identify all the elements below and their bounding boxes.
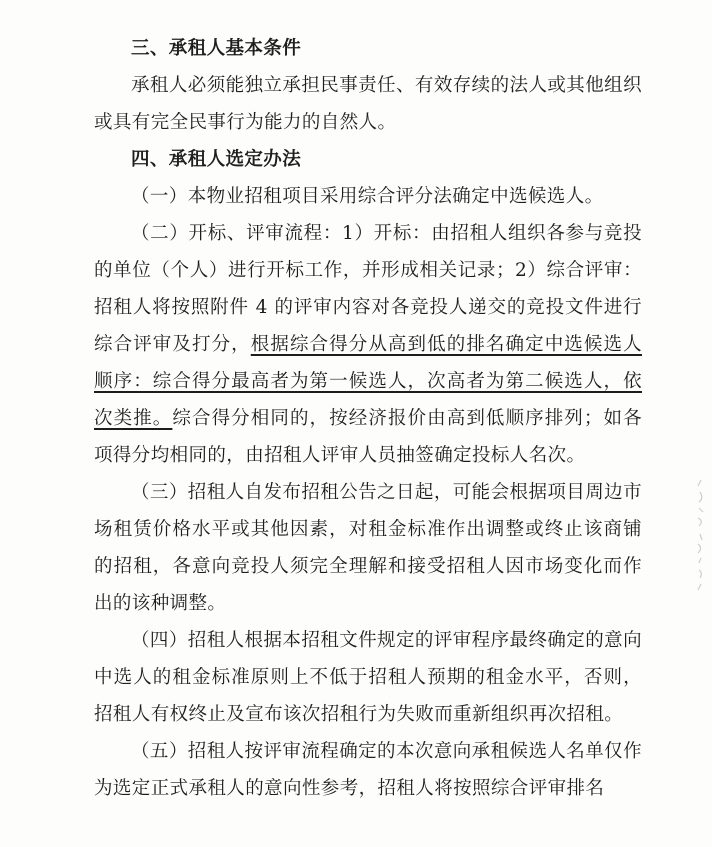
paragraph-item-3: （三）招租人自发布招租公告之日起，可能会根据项目周边市场租赁价格水平或其他因素，对租金标准作出调整或终止该商铺的招租，各意向竞投人须完全理解和接受招租人因市场变化而作出的该种调整。 — [94, 482, 642, 614]
paragraph-item-4: （四）招租人根据本招租文件规定的评审程序最终确定的意向中选人的租金标准原则上不低于招租人预期的租金水平，否则，招租人有权终止及宣布该次招租行为失败而重新组织再次招租。 — [94, 630, 642, 725]
item-2-text-before: （二）开标、评审流程：1）开标：由招租人组织各参与竞投的单位（个人）进行开标工作，并形成相关记录；2）综合评审：招租人将按照附件 4 的评审内容对各竞投人递交的竞投文件进行综合评审及打分， — [94, 223, 642, 355]
document-body — [94, 30, 642, 807]
paragraph-item-5: （五）招租人按评审流程确定的本次意向承租候选人名单仅作为选定正式承租人的意向性参考，招租人将按照综合评审排名 — [94, 741, 642, 799]
paragraph-lessee-conditions: 承租人必须能独立承担民事责任、有效存续的法人或其他组织或具有完全民事行为能力的自然人。 — [94, 75, 642, 133]
margin-stamp-mark — [694, 478, 708, 596]
item-2-underlined-text: 根据综合得分从高到低的排名确定中选候选人顺序：综合得分最高者为第一候选人，次高者为第二候选人，依次类推。 — [94, 334, 642, 429]
item-2-text-after: 综合得分相同的，按经济报价由高到低顺序排列；如各项得分均相同的，由招租人评审人员抽签确定投标人名次。 — [94, 408, 642, 466]
paragraph-item-2 — [94, 215, 642, 474]
section-heading-lessee-conditions: 三、承租人基本条件 — [131, 38, 302, 59]
paragraph-item-1: （一）本物业招租项目采用综合评分法确定中选候选人。 — [131, 186, 604, 207]
section-heading-selection-method: 四、承租人选定办法 — [131, 149, 302, 170]
